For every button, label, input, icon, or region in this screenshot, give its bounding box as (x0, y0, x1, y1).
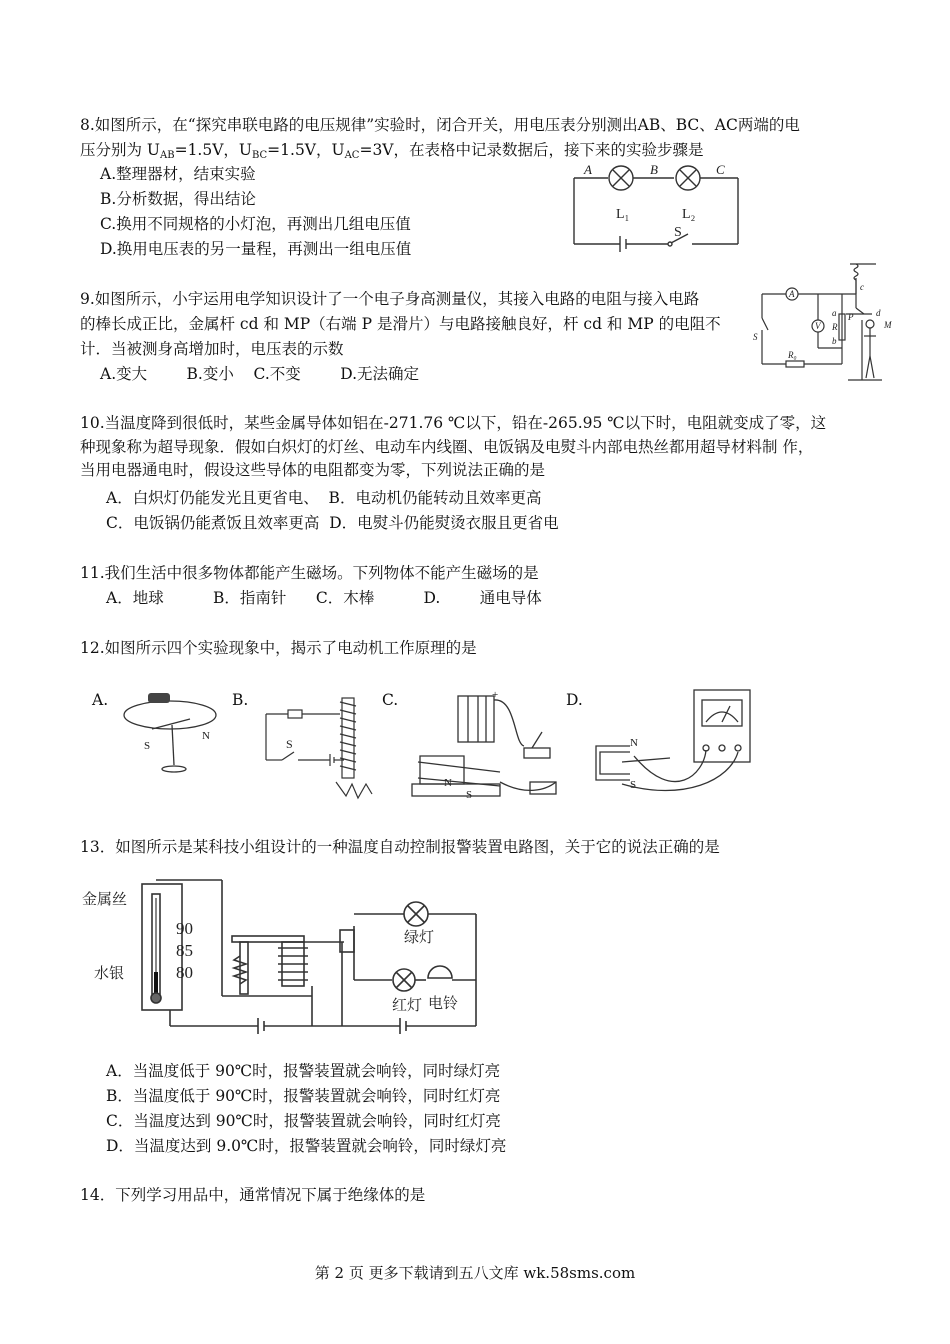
q12-line1: 12.如图所示四个实验现象中，揭示了电动机工作原理的是 (80, 639, 477, 657)
q12-c-n: N (444, 777, 452, 789)
q13-label-bell: 电铃 (428, 996, 459, 1012)
q8-fig-label-l1: L₁ (616, 207, 630, 222)
q14-line1: 14．下列学习用品中，通常情况下属于绝缘体的是 (80, 1186, 426, 1204)
q13-label-green-light: 绿灯 (404, 930, 435, 946)
q8-option-c: C.换用不同规格的小灯泡，再测出几组电压值 (100, 215, 411, 233)
q9-fig-voltmeter: V (815, 321, 821, 331)
q9-fig-c: c (860, 282, 864, 292)
q13-option-d: D．当温度达到 9.0℃时，报警装置就会响铃，同时绿灯亮 (106, 1137, 507, 1155)
q9-line2: 的棒长成正比，金属杆 cd 和 MP（右端 P 是滑片）与电路接触良好，杆 cd 和 MP 的电阻不 (80, 315, 721, 333)
q13-scale-90: 90 (176, 919, 193, 938)
q10-options-row1: A．白炽灯仍能发光且更省电、 B．电动机仍能转动且效率更高 (106, 489, 542, 507)
q12-b-s: S (286, 737, 293, 751)
q8-option-a: A.整理器材，结束实验 (100, 165, 256, 183)
q8-line2-mid2: =1.5V，U (267, 141, 345, 159)
q12-c-plus: + (492, 689, 499, 701)
q12-c-s: S (466, 789, 473, 801)
q10-line3: 当用电器通电时，假设这些导体的电阻都变为零，下列说法正确的是 (80, 461, 546, 479)
q9-fig-p: P (848, 312, 854, 322)
q9-fig-ammeter: A (789, 289, 795, 299)
q12-label-b: B. (232, 691, 249, 709)
q13-option-c: C．当温度达到 90℃时，报警装置就会响铃，同时红灯亮 (106, 1112, 501, 1130)
q8-line2-pre: 压分别为 U (80, 141, 160, 159)
page-footer: 第 2 页 更多下载请到五八文库 wk.58sms.com (314, 1264, 636, 1282)
q13-line1: 13．如图所示是某科技小组设计的一种温度自动控制报警装置电路图，关于它的说法正确的是 (80, 838, 720, 856)
q8-fig-label-s: S (674, 225, 682, 240)
q13-scale-85: 85 (176, 941, 193, 960)
q9-line3: 计．当被测身高增加时，电压表的示数 (80, 340, 344, 358)
q9-fig-s: S (753, 332, 758, 342)
q13-option-a: A．当温度低于 90℃时，报警装置就会响铃，同时绿灯亮 (106, 1062, 501, 1080)
q8-sub-ac: AC (344, 150, 360, 161)
q8-series-circuit-figure (568, 160, 748, 252)
q13-alarm-circuit-figure (82, 876, 482, 1044)
q8-option-d: D.换用电压表的另一量程，再测出一组电压值 (100, 240, 412, 258)
q8-fig-label-a: A (584, 162, 592, 177)
q10-line2: 种现象称为超导现象．假如白炽灯的灯丝、电动车内线圈、电饭锅及电熨斗内部电热丝都用超导材料制 作， (80, 438, 814, 456)
q13-label-mercury: 水银 (94, 966, 125, 982)
q12-figure-c-rail (406, 686, 564, 802)
q13-label-wire: 金属丝 (82, 892, 128, 908)
q8-fig-label-l2: L₂ (682, 207, 696, 222)
q8-sub-bc: BC (251, 150, 268, 161)
q8-line1: 8.如图所示，在“探究串联电路的电压规律”实验时，闭合开关，用电压表分别测出AB、BC、AC两端的电 (80, 116, 800, 134)
q8-line2-mid1: =1.5V，U (174, 141, 252, 159)
q12-figure-b-electromagnet (258, 690, 382, 802)
q9-fig-m: M (884, 320, 892, 330)
q9-fig-b: b (832, 336, 837, 346)
q9-options: A.变大 B.变小 C.不变 D.无法确定 (100, 365, 420, 383)
q9-fig-a: a (832, 308, 837, 318)
q12-label-c: C. (382, 691, 399, 709)
q8-line2-post: =3V，在表格中记录数据后，接下来的实验步骤是 (359, 141, 704, 159)
q8-fig-label-b: B (650, 162, 658, 177)
q13-label-red-light: 红灯 (392, 998, 423, 1014)
q12-d-s: S (630, 779, 637, 791)
q9-fig-r0: R₀ (788, 350, 797, 360)
q10-line1: 10.当温度降到很低时，某些金属导体如铝在-271.76 ℃以下，铅在-265.95 ℃以下时，电阻就变成了零，这 (80, 414, 827, 432)
q11-options: A．地球 B．指南针 C．木棒 D. 通电导体 (106, 589, 542, 607)
q9-line1: 9.如图所示，小宇运用电学知识设计了一个电子身高测量仪，其接入电路的电阻与接入电路 (80, 290, 700, 308)
q13-option-b: B．当温度低于 90℃时，报警装置就会响铃，同时红灯亮 (106, 1087, 501, 1105)
q12-figure-d-generator (594, 684, 756, 800)
q12-label-a: A. (92, 691, 109, 709)
q8-option-b: B.分析数据，得出结论 (100, 190, 256, 208)
q13-scale-80: 80 (176, 963, 193, 982)
q9-fig-d: d (876, 308, 881, 318)
q9-height-meter-figure (752, 258, 896, 384)
q10-options-row2: C．电饭锅仍能煮饭且效率更高 D．电熨斗仍能熨烫衣服且更省电 (106, 514, 559, 532)
q12-a-s: S (144, 740, 151, 752)
q12-figure-a-compass (118, 685, 224, 777)
q12-label-d: D. (566, 691, 583, 709)
q8-sub-ab: AB (160, 150, 175, 161)
q8-fig-label-c: C (716, 162, 725, 177)
q9-fig-r: R (832, 322, 838, 332)
q11-line1: 11.我们生活中很多物体都能产生磁场。下列物体不能产生磁场的是 (80, 564, 539, 582)
q12-a-n: N (202, 730, 210, 742)
q12-d-n: N (630, 737, 638, 749)
